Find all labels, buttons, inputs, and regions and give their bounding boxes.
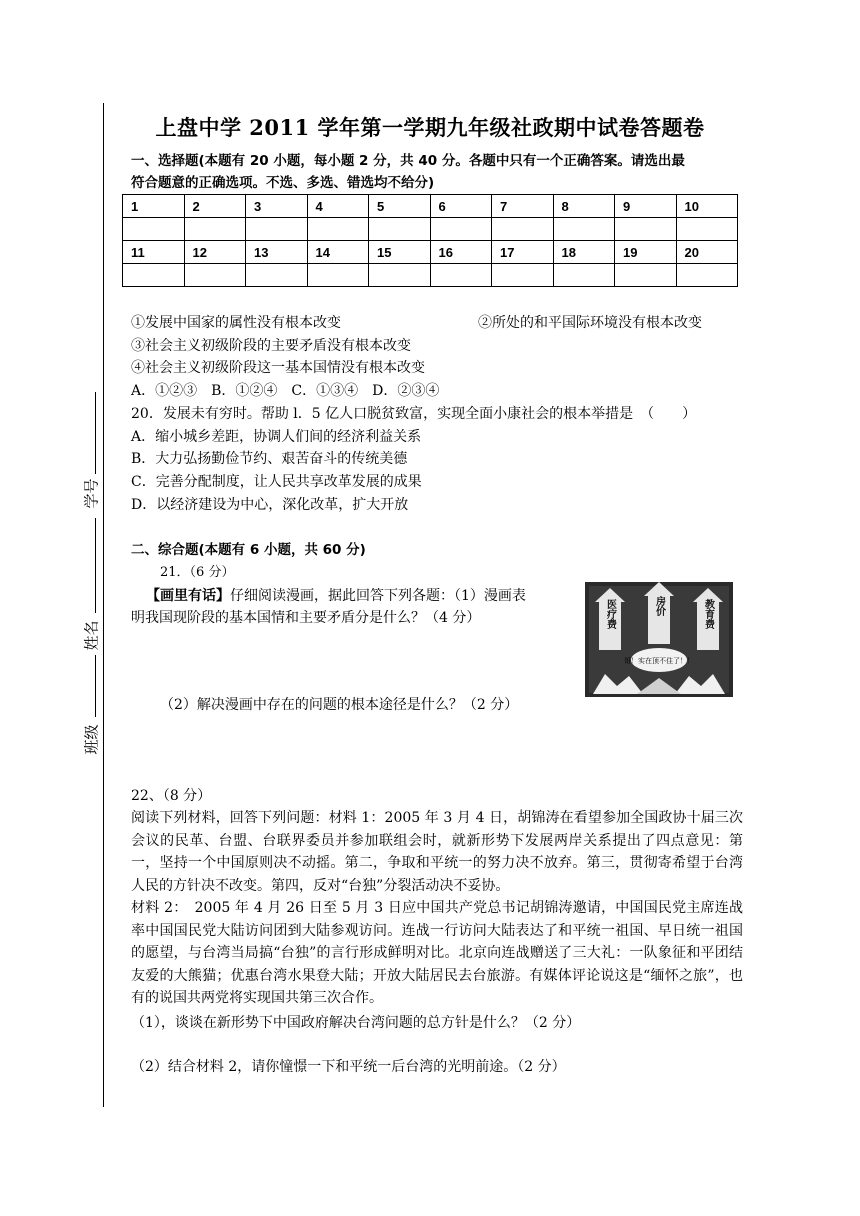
answer-cell[interactable] bbox=[492, 264, 554, 287]
class-label: 班级 bbox=[82, 724, 101, 755]
speech-bubble-text: 哥！实在顶不住了！！ bbox=[624, 657, 694, 665]
answer-cell[interactable] bbox=[615, 264, 677, 287]
answer-blank-row-1 bbox=[123, 218, 738, 241]
q20-option-a: A．缩小城乡差距，协调人们间的经济利益关系 bbox=[131, 429, 422, 445]
question-number: 2 bbox=[184, 195, 246, 218]
question-number: 8 bbox=[553, 195, 615, 218]
question-number: 10 bbox=[676, 195, 738, 218]
question-number: 18 bbox=[553, 241, 615, 264]
q19-item3: ③社会主义初级阶段的主要矛盾没有根本改变 bbox=[131, 338, 411, 354]
question-number: 12 bbox=[184, 241, 246, 264]
name-blank[interactable] bbox=[95, 518, 96, 613]
section1-heading bbox=[131, 150, 741, 194]
q21-label: 21．（6 分） bbox=[160, 565, 235, 580]
answer-cell[interactable] bbox=[184, 218, 246, 241]
answer-cell[interactable] bbox=[123, 264, 185, 287]
binding-line bbox=[103, 103, 104, 1107]
answer-cell[interactable] bbox=[492, 218, 554, 241]
question-number: 9 bbox=[615, 195, 677, 218]
cartoon-image bbox=[585, 582, 733, 697]
q19-options: A．①②③ B．①②④ C．①③④ D．②③④ bbox=[131, 383, 440, 399]
answer-number-row-2 bbox=[123, 241, 738, 264]
q20-option-d: D．以经济建设为中心，深化改革，扩大开放 bbox=[131, 497, 409, 513]
question-number: 4 bbox=[307, 195, 369, 218]
q21-text-line2: 明我国现阶段的基本国情和主要矛盾分是什么？（4 分） bbox=[131, 610, 481, 626]
question-number: 20 bbox=[676, 241, 738, 264]
question-number: 15 bbox=[369, 241, 431, 264]
question-number: 19 bbox=[615, 241, 677, 264]
q19-item2: ②所处的和平国际环境没有根本改变 bbox=[478, 315, 702, 331]
answer-blank-row-2 bbox=[123, 264, 738, 287]
question-number: 16 bbox=[430, 241, 492, 264]
q19-item4: ④社会主义初级阶段这一基本国情没有根本改变 bbox=[131, 360, 425, 376]
question-number: 6 bbox=[430, 195, 492, 218]
q22-material2: 材料 2： 2005 年 4 月 26 日至 5 月 3 日应中国共产党总书记胡锦涛邀请，中国国民党主席连战率中国国民党大陆访问团到大陆参观访问。连战一行访问大陆表达了和平统一祖国、早日统一祖国的愿望，与台湾当局搞“台独”的言行形成鲜明对比。北京向连战赠送了三大礼：一队象征和平团结友爱的大熊猫；优惠台湾水果登大陆；开放大陆居民去台旅游。有媒体评论说这是“缅怀之旅”，也有的说国共两党将实现国共第三次合作。 bbox=[131, 900, 743, 1006]
answer-table bbox=[122, 194, 738, 287]
q20-option-c: C．完善分配制度，让人民共享改革发展的成果 bbox=[131, 474, 422, 490]
arrow-label-medical: 医疗费 bbox=[604, 599, 616, 629]
answer-cell[interactable] bbox=[307, 218, 369, 241]
student-number-label: 学号 bbox=[82, 478, 101, 509]
answer-cell[interactable] bbox=[553, 264, 615, 287]
class-blank[interactable] bbox=[95, 655, 96, 717]
question-number: 13 bbox=[246, 241, 308, 264]
answer-cell[interactable] bbox=[553, 218, 615, 241]
answer-cell[interactable] bbox=[430, 218, 492, 241]
question-number: 14 bbox=[307, 241, 369, 264]
answer-cell[interactable] bbox=[184, 264, 246, 287]
q20-option-b: B．大力弘扬勤俭节约、艰苦奋斗的传统美德 bbox=[131, 451, 408, 467]
q20-stem: 20．发展未有穷时。帮助 l．5 亿人口脱贫致富，实现全面小康社会的根本举措是 （ ） bbox=[131, 406, 697, 422]
arrow-label-education: 教育费 bbox=[702, 599, 714, 629]
q22-material1: 阅读下列材料，回答下列问题：材料 1：2005 年 3 月 4 日，胡锦涛在看望参加全国政协十届三次会议的民革、台盟、台联界委员并参加联组会时，就新形势下发展两岸关系提出了四点意见：第一，坚持一个中国原则决不动摇。第二，争取和平统一的努力决不放弃。第三，贯彻寄希望于台湾人民的方针决不改变。第四，反对“台独”分裂活动决不妥协。 bbox=[131, 810, 743, 894]
answer-cell[interactable] bbox=[615, 218, 677, 241]
q21-text: 仔细阅读漫画，据此回答下列各题：（1）漫画表 bbox=[230, 588, 526, 604]
section2-heading: 二、综合题(本题有 6 小题，共 60 分) bbox=[131, 542, 366, 558]
question-number: 11 bbox=[123, 241, 185, 264]
answer-cell[interactable] bbox=[307, 264, 369, 287]
section1-heading-line1: 一、选择题(本题有 20 小题，每小题 2 分，共 40 分。各题中只有一个正确答案。请选出最 bbox=[131, 153, 685, 169]
page-title: 上盘中学 2011 学年第一学期九年级社政期中试卷答题卷 bbox=[155, 115, 705, 140]
q22-sub2: （2）结合材料 2，请你憧憬一下和平统一后台湾的光明前途。（2 分） bbox=[131, 1059, 566, 1075]
answer-cell[interactable] bbox=[676, 264, 738, 287]
section1-heading-line2: 符合题意的正确选项。不选、多选、错选均不给分) bbox=[131, 175, 435, 191]
q22-label: 22、（8 分） bbox=[131, 788, 212, 804]
answer-cell[interactable] bbox=[369, 218, 431, 241]
question-number: 3 bbox=[246, 195, 308, 218]
question-number: 17 bbox=[492, 241, 554, 264]
question-number: 7 bbox=[492, 195, 554, 218]
q19-item1: ①发展中国家的属性没有根本改变 bbox=[131, 315, 341, 331]
answer-cell[interactable] bbox=[676, 218, 738, 241]
q21-text-line1 bbox=[146, 585, 526, 607]
q21-tag: 【画里有话】 bbox=[146, 588, 230, 604]
name-label: 姓名 bbox=[82, 620, 101, 651]
arrow-label-housing: 房价 bbox=[653, 596, 665, 616]
q22-sub1: （1），谈谈在新形势下中国政府解决台湾问题的总方针是什么？（2 分） bbox=[131, 1015, 581, 1031]
answer-cell[interactable] bbox=[123, 218, 185, 241]
answer-number-row-1 bbox=[123, 195, 738, 218]
student-number-blank[interactable] bbox=[95, 392, 96, 474]
answer-cell[interactable] bbox=[246, 264, 308, 287]
question-number: 5 bbox=[369, 195, 431, 218]
answer-cell[interactable] bbox=[430, 264, 492, 287]
question-number: 1 bbox=[123, 195, 185, 218]
answer-cell[interactable] bbox=[369, 264, 431, 287]
answer-cell[interactable] bbox=[246, 218, 308, 241]
q21-sub2: （2）解决漫画中存在的问题的根本途径是什么？（2 分） bbox=[160, 697, 519, 713]
